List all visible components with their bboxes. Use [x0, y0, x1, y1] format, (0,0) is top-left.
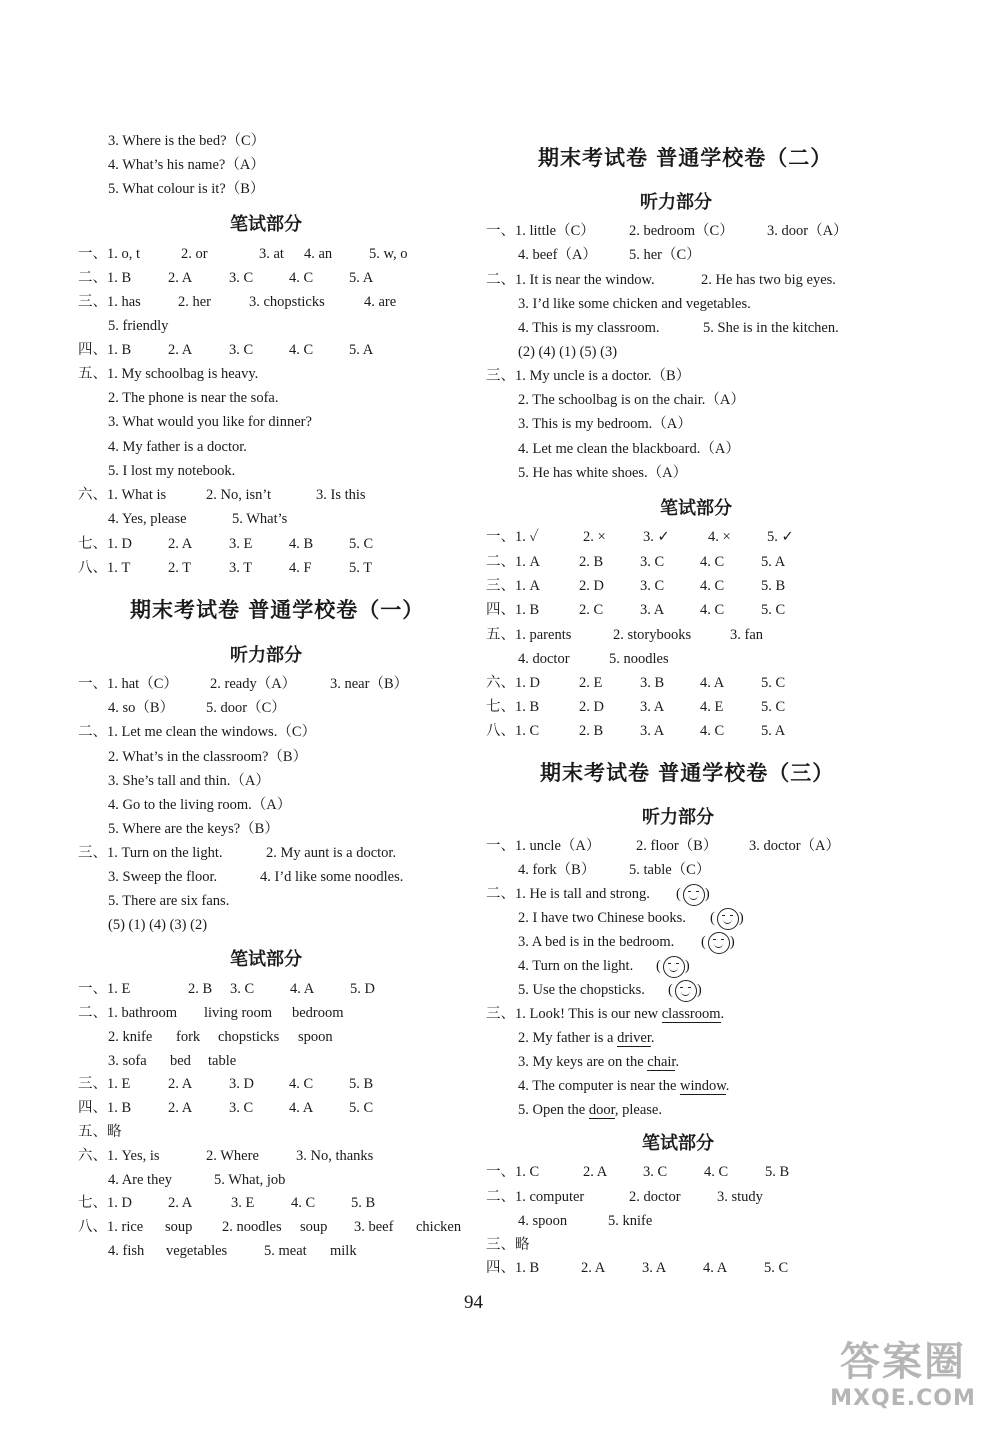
answer-text: 3. Sweep the floor.	[108, 869, 218, 885]
answer-text: 4. C	[289, 1076, 314, 1092]
answer-text: 二、1. bathroom	[78, 1005, 178, 1021]
answer-text: 三、1. Turn on the light.	[78, 845, 223, 861]
answer-text: 一、1. ✓	[486, 529, 539, 545]
answer-text: 4. B	[289, 536, 314, 552]
answer-text: 5. her（C）	[629, 247, 701, 263]
answer-text: 5. C	[349, 536, 374, 552]
page-number: 94	[464, 1292, 483, 1313]
answer-text: 4. beef（A）	[518, 247, 597, 263]
smiley-face-icon	[683, 884, 705, 906]
answer-text: 3. doctor（A）	[749, 838, 841, 854]
answer-text: 八、1. rice	[78, 1219, 144, 1235]
answer-text: 5. B	[349, 1076, 374, 1092]
answer-text: 3. B	[640, 675, 665, 691]
answer-text: 二、1. B	[78, 270, 132, 286]
answer-text: 4. C	[289, 270, 314, 286]
answer-text: 2. her	[178, 294, 212, 310]
answer-text: 5. C	[761, 699, 786, 715]
answer-text: 2. noodles	[222, 1219, 282, 1235]
answer-text: 4. A	[703, 1260, 728, 1276]
answer-text: door	[588, 1102, 615, 1118]
answer-text: 四、1. B	[486, 602, 540, 618]
answer-text: 3. near（B）	[330, 676, 409, 692]
answer-text: soup	[300, 1219, 328, 1235]
answer-text: 5. C	[764, 1260, 789, 1276]
answer-text: 六、1. D	[486, 675, 540, 691]
answer-text: 3. door（A）	[767, 223, 848, 239]
answer-text: 3. Is this	[316, 487, 366, 503]
answer-text: 5. He has white shoes.（A）	[518, 465, 688, 481]
answer-text: 5. noodles	[609, 651, 669, 667]
answer-text: 四、1. B	[78, 1100, 132, 1116]
answer-text: 三、略	[486, 1237, 530, 1253]
answer-text: 2. No, isn’t	[206, 487, 271, 503]
answer-text: 2. A	[168, 536, 193, 552]
answer-text: 5. A	[349, 270, 374, 286]
section-heading: 笔试部分	[660, 498, 732, 519]
answer-text: 3. D	[229, 1076, 254, 1092]
section-heading: 听力部分	[230, 645, 302, 666]
answer-text: 3. at	[259, 246, 284, 262]
answer-text: window	[680, 1078, 726, 1094]
answer-text: 一、1. hat（C）	[78, 676, 178, 692]
answer-text: 3. What would you like for dinner?	[108, 414, 312, 430]
answer-text: 3. C	[229, 1100, 254, 1116]
answer-text: 4. I’d like some noodles.	[260, 869, 404, 885]
answer-text: 4. Let me clean the blackboard.（A）	[518, 441, 740, 457]
answer-text: 5. What, job	[214, 1172, 286, 1188]
answer-text: 5. What’s	[232, 511, 288, 527]
answer-text: 四、1. B	[78, 342, 132, 358]
answer-text: 3. I’d like some chicken and vegetables.	[518, 296, 751, 312]
answer-text: table	[208, 1053, 237, 1069]
answer-text: 二、1. A	[486, 554, 540, 570]
answer-text: 4. C	[700, 554, 725, 570]
answer-text: 五、1. My schoolbag is heavy.	[78, 366, 259, 382]
answer-text: 2. A	[168, 1100, 193, 1116]
answer-text: 3. A	[640, 602, 665, 618]
answer-text: 3. Where is the bed?（C）	[108, 133, 266, 149]
answer-text: 2. knife	[108, 1029, 153, 1045]
answer-text: 3. C	[640, 578, 665, 594]
answer-text: 4. Are they	[108, 1172, 173, 1188]
answer-text: 4. so（B）	[108, 700, 175, 716]
answer-text: 4. C	[704, 1164, 729, 1180]
answer-text: 4. My father is a doctor.	[108, 439, 247, 455]
answer-text: 三、1. Look! This is our new	[486, 1006, 662, 1022]
smiley-face-icon	[708, 932, 730, 954]
answer-text: 2. B	[579, 554, 604, 570]
answer-text: 3. ✓	[643, 529, 670, 545]
answer-text: 3. T	[229, 560, 253, 576]
answer-text: 五、1. parents	[486, 627, 572, 643]
smiley-face-icon	[663, 956, 685, 978]
answer-text: 六、1. Yes, is	[78, 1148, 160, 1164]
answer-text: 3. chopsticks	[249, 294, 325, 310]
answer-text: 3. A	[642, 1260, 667, 1276]
answer-text: 三、1. has	[78, 294, 141, 310]
answer-text: 4. fork（B）	[518, 862, 596, 878]
answer-text: 4. A	[289, 1100, 314, 1116]
answer-text: 四、1. B	[486, 1260, 540, 1276]
answer-text: 5. A	[761, 723, 786, 739]
answer-text: chopsticks	[218, 1029, 280, 1045]
section-heading: 听力部分	[642, 807, 714, 828]
answer-text: 5. meat	[264, 1243, 307, 1259]
answer-text: 5. B	[765, 1164, 790, 1180]
answer-text: 三、1. A	[486, 578, 540, 594]
answer-text: 3. A	[640, 723, 665, 739]
answer-text: 3. study	[717, 1189, 763, 1205]
answer-text: 4. an	[304, 246, 333, 262]
answer-text: 一、1. little（C）	[486, 223, 595, 239]
answer-text: 2. C	[579, 602, 604, 618]
answer-line	[518, 1026, 655, 1050]
answer-text: milk	[330, 1243, 357, 1259]
answer-text: 2. Where	[206, 1148, 259, 1164]
answer-text: 三、1. E	[78, 1076, 131, 1092]
answer-text: .	[675, 1054, 680, 1070]
answer-text: bedroom	[292, 1005, 344, 1021]
answer-text: 3. C	[230, 981, 255, 997]
answer-text: 3. C	[640, 554, 665, 570]
answer-text: 5. Use the chopsticks.	[518, 982, 645, 998]
answer-text: 2. A	[168, 1195, 193, 1211]
answer-text: 一、1. uncle（A）	[486, 838, 601, 854]
answer-text: 3. She’s tall and thin.（A）	[108, 773, 270, 789]
answer-text: 二、1. He is tall and strong.	[486, 886, 650, 902]
answer-text: 2. A	[581, 1260, 606, 1276]
watermark-url: MXQE.COM	[830, 1386, 976, 1411]
answer-line	[518, 1074, 729, 1098]
answer-text: fork	[176, 1029, 201, 1045]
answer-text: 八、1. T	[78, 560, 131, 576]
answer-text: chicken	[416, 1219, 462, 1235]
answer-text: 2. A	[168, 270, 193, 286]
answer-text: 五、略	[78, 1124, 122, 1140]
answer-text: 4. F	[289, 560, 312, 576]
answer-line	[486, 1002, 724, 1026]
answer-text: 4. C	[291, 1195, 316, 1211]
answer-text: 4. doctor	[518, 651, 570, 667]
answer-text: .	[725, 1078, 730, 1094]
answer-text: 七、1. D	[78, 1195, 132, 1211]
answer-text: 4. C	[700, 723, 725, 739]
answer-text: 5. Open the	[518, 1102, 589, 1118]
answer-text: 三、1. My uncle is a doctor.（B）	[486, 368, 691, 384]
answer-text: 4. E	[700, 699, 724, 715]
answer-text: 2. T	[168, 560, 192, 576]
answer-text: 4. A	[290, 981, 315, 997]
answer-text: 5. I lost my notebook.	[108, 463, 236, 479]
answer-text: 二、1. computer	[486, 1189, 585, 1205]
answer-text: 2. He has two big eyes.	[701, 272, 836, 288]
answer-text: 3. fan	[730, 627, 764, 643]
answer-text: 一、1. E	[78, 981, 131, 997]
answer-line	[518, 1050, 679, 1074]
answer-text: 5. w, o	[369, 246, 408, 262]
answer-text: 5. A	[761, 554, 786, 570]
answer-text: .	[650, 1030, 655, 1046]
answer-text: 5. table（C）	[629, 862, 711, 878]
answer-text: 4. are	[364, 294, 397, 310]
answer-text: 3. No, thanks	[296, 1148, 374, 1164]
answer-text: living room	[204, 1005, 273, 1021]
answer-text: 4. The computer is near the	[518, 1078, 680, 1094]
answer-text: 一、1. C	[486, 1164, 540, 1180]
section-heading: 笔试部分	[230, 214, 302, 235]
answer-text: 5. C	[761, 675, 786, 691]
smiley-face-icon	[675, 980, 697, 1002]
answer-text: soup	[165, 1219, 193, 1235]
section-heading: 笔试部分	[230, 949, 302, 970]
answer-text: 5. B	[351, 1195, 376, 1211]
exam-title: 期末考试卷 普通学校卷（三）	[540, 761, 835, 785]
answer-text: (5) (1) (4) (3) (2)	[108, 917, 208, 933]
answer-text: 八、1. C	[486, 723, 540, 739]
answer-text: 2. A	[583, 1164, 608, 1180]
answer-text: classroom	[661, 1006, 721, 1022]
answer-text: 一、1. o, t	[78, 246, 141, 262]
exam-title: 期末考试卷 普通学校卷（二）	[538, 146, 833, 170]
answer-text: 5. C	[761, 602, 786, 618]
answer-text: 2. floor（B）	[636, 838, 718, 854]
exam-title: 期末考试卷 普通学校卷（一）	[130, 598, 425, 622]
answer-text: 4. Yes, please	[108, 511, 187, 527]
answer-text: 2. B	[579, 723, 604, 739]
answer-text: 4. This is my classroom.	[518, 320, 660, 336]
answer-text: bed	[170, 1053, 191, 1069]
answer-text: 5. A	[349, 342, 374, 358]
answer-text: 4. C	[289, 342, 314, 358]
answer-text: spoon	[298, 1029, 333, 1045]
answer-text: 2. or	[181, 246, 208, 262]
answer-text: 2. storybooks	[613, 627, 692, 643]
answer-text: 4. A	[700, 675, 725, 691]
answer-text: 5. T	[349, 560, 373, 576]
answer-text: 3. E	[229, 536, 253, 552]
answer-text: 4. C	[700, 602, 725, 618]
answer-text: 4. C	[700, 578, 725, 594]
answer-text: 2. I have two Chinese books.	[518, 910, 686, 926]
answer-text: 5. There are six fans.	[108, 893, 230, 909]
watermark-logo	[818, 1338, 988, 1418]
answer-text: 3. sofa	[108, 1053, 147, 1069]
answer-text: 2. A	[168, 342, 193, 358]
answer-text: 5. ✓	[767, 529, 794, 545]
answer-text: 3. E	[231, 1195, 255, 1211]
answer-text: (2) (4) (1) (5) (3)	[518, 344, 618, 360]
answer-text: 5. She is in the kitchen.	[703, 320, 839, 336]
answer-text: 六、1. What is	[78, 487, 167, 503]
answer-text: 2. ×	[583, 529, 606, 545]
answer-text: 2. D	[579, 578, 604, 594]
answer-text: 2. The phone is near the sofa.	[108, 390, 279, 406]
answer-text: .	[720, 1006, 725, 1022]
answer-text: 5. D	[350, 981, 375, 997]
answer-text: 4. Go to the living room.（A）	[108, 797, 292, 813]
answer-text: 3. My keys are on the	[518, 1054, 648, 1070]
answer-text: 3. A	[640, 699, 665, 715]
answer-text: 5. What colour is it?（B）	[108, 181, 265, 197]
answer-text: 2. A	[168, 1076, 193, 1092]
answer-text: 2. E	[579, 675, 603, 691]
answer-text: 二、1. Let me clean the windows.（C）	[78, 724, 316, 740]
answer-text: 4. What’s his name?（A）	[108, 157, 265, 173]
answer-text: vegetables	[166, 1243, 228, 1259]
answer-text: 4. fish	[108, 1243, 145, 1259]
answer-text: , please.	[614, 1102, 662, 1118]
answer-text: 5. door（C）	[206, 700, 286, 716]
answer-text: 2. The schoolbag is on the chair.（A）	[518, 392, 745, 408]
answer-text: 2. What’s in the classroom?（B）	[108, 749, 308, 765]
answer-text: 3. C	[229, 270, 254, 286]
answer-text: 2. doctor	[629, 1189, 681, 1205]
answer-line	[518, 1098, 662, 1122]
answer-text: 3. beef	[354, 1219, 394, 1235]
answer-text: 3. C	[643, 1164, 668, 1180]
watermark-title: 答案圈	[840, 1339, 966, 1385]
answer-text: 2. D	[579, 699, 604, 715]
answer-text: 3. C	[229, 342, 254, 358]
answer-text: 4. Turn on the light.	[518, 958, 634, 974]
answer-text: driver	[617, 1030, 651, 1046]
answer-text: 5. C	[349, 1100, 374, 1116]
smiley-face-icon	[717, 908, 739, 930]
answer-text: 2. bedroom（C）	[629, 223, 734, 239]
answer-text: 5. knife	[608, 1213, 653, 1229]
answer-text: 3. A bed is in the bedroom.	[518, 934, 675, 950]
answer-text: 2. My aunt is a doctor.	[266, 845, 397, 861]
answer-text: chair	[647, 1054, 676, 1070]
answer-text: 2. My father is a	[518, 1030, 618, 1046]
section-heading: 听力部分	[640, 192, 712, 213]
answer-text: 4. spoon	[518, 1213, 568, 1229]
answer-text: 七、1. B	[486, 699, 540, 715]
answer-text: 3. This is my bedroom.（A）	[518, 416, 692, 432]
answer-text: 七、1. D	[78, 536, 132, 552]
answer-text: 5. friendly	[108, 318, 169, 334]
answer-text: 5. B	[761, 578, 786, 594]
answer-text: 5. Where are the keys?（B）	[108, 821, 279, 837]
answer-text: 2. ready（A）	[210, 676, 297, 692]
answer-text: 2. B	[188, 981, 213, 997]
section-heading: 笔试部分	[642, 1133, 714, 1154]
answer-text: 4. ×	[708, 529, 731, 545]
answer-text: 二、1. It is near the window.	[486, 272, 655, 288]
